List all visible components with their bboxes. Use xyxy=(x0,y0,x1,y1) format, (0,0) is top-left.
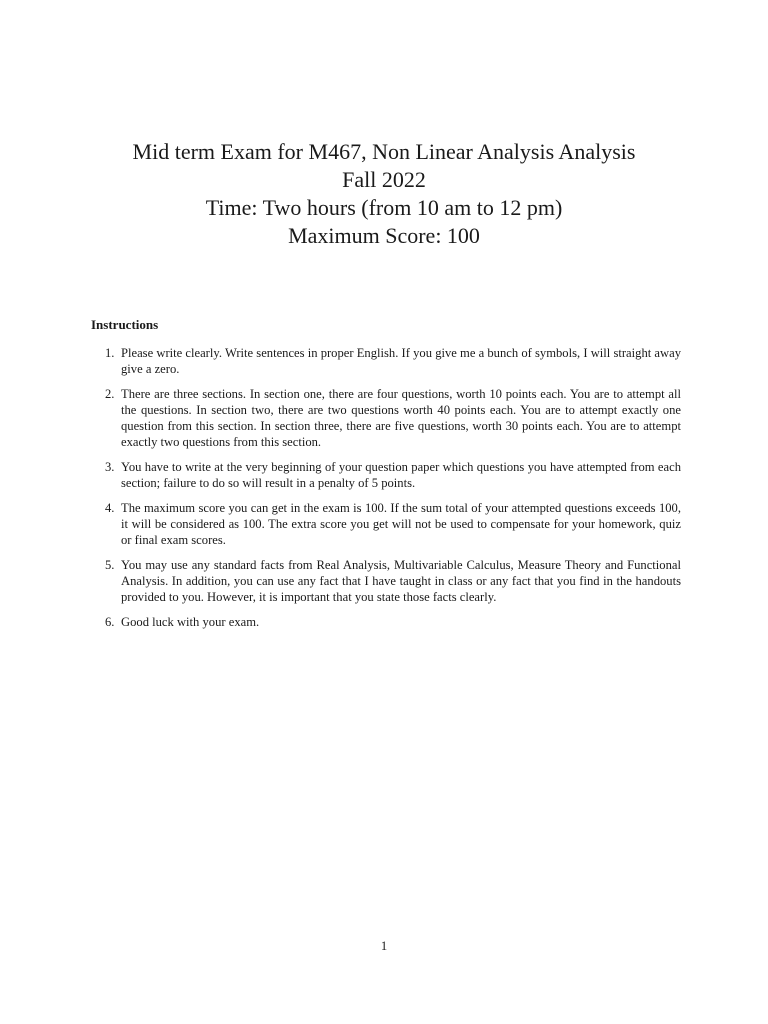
instruction-item xyxy=(91,614,681,630)
exam-title-block xyxy=(0,138,768,250)
instruction-number: 3. xyxy=(105,460,115,474)
instruction-item xyxy=(91,386,681,450)
instruction-text: The maximum score you can get in the exam is 100. If the sum total of your attempted questions exceeds 100, it will be considered as 100. The extra score you get will not be used to compensate for your homework, quiz or final exam scores. xyxy=(121,501,681,547)
instruction-text: There are three sections. In section one, there are four questions, worth 10 points each. You are to attempt all the questions. In section two, there are two questions worth 40 points each. You are to attempt exactly one question from this section. In section three, there are five questions, worth 30 points each. You are to attempt exactly two questions from this section. xyxy=(121,387,681,449)
exam-term: Fall 2022 xyxy=(342,167,426,192)
instruction-text: Good luck with your exam. xyxy=(121,615,260,629)
instruction-item xyxy=(91,500,681,548)
instruction-item xyxy=(91,459,681,491)
exam-time: Time: Two hours (from 10 am to 12 pm) xyxy=(205,195,563,220)
instruction-text: You have to write at the very beginning of your question paper which questions you have attempted from each section; failure to do so will result in a penalty of 5 points. xyxy=(121,460,681,490)
instruction-number: 2. xyxy=(105,387,115,401)
instruction-text: You may use any standard facts from Real Analysis, Multivariable Calculus, Measure Theory and Functional Analysis. In addition, you can use any fact that I have taught in class or any fact that you find in the handouts provided to you. However, it is important that you state those facts clearly. xyxy=(121,558,681,604)
instruction-item xyxy=(91,345,681,377)
instruction-number: 1. xyxy=(105,346,115,360)
instruction-item xyxy=(91,557,681,605)
exam-title: Mid term Exam for M467, Non Linear Analysis Analysis xyxy=(132,139,636,164)
instructions-heading: Instructions xyxy=(91,317,159,332)
instruction-number: 4. xyxy=(105,501,115,515)
instruction-number: 6. xyxy=(105,615,115,629)
instructions-list xyxy=(91,345,681,639)
page-number: 1 xyxy=(380,939,388,953)
instruction-number: 5. xyxy=(105,558,115,572)
instruction-text: Please write clearly. Write sentences in proper English. If you give me a bunch of symbols, I will straight away give a zero. xyxy=(121,346,681,376)
exam-max-score: Maximum Score: 100 xyxy=(288,223,480,248)
